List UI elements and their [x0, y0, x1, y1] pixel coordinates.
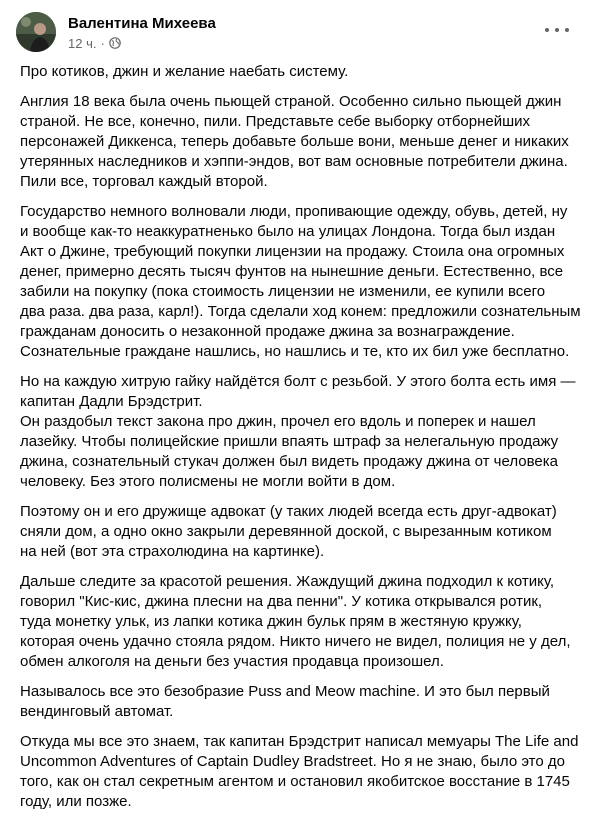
text-line: джина, сознательный стукач должен был видеть продажу джина от человека	[20, 453, 558, 470]
text-line: Uncommon Adventures of Captain Dudley Bradstreet. Но я не знаю, было это до	[20, 753, 565, 770]
text-line: персонажей Диккенса, теперь добавьте больше вони, меньше денег и никаких	[20, 133, 569, 150]
post-paragraph	[20, 502, 580, 562]
text-line: обмен алкоголя на деньги без участия продавца произошел.	[20, 653, 444, 670]
text-line: капитан Дадли Брэдстрит.	[20, 393, 203, 410]
text-line: страной. Не все, конечно, пили. Представьте себе выборку отборнейших	[20, 113, 531, 130]
text-line: Откуда мы все это знаем, так капитан Брэдстрит написал мемуары The Life and	[20, 733, 579, 750]
post-paragraph	[20, 682, 580, 722]
text-line: Но на каждую хитрую гайку найдётся болт с резьбой. У этого болта есть имя —	[20, 373, 576, 390]
more-options-icon[interactable]	[545, 20, 569, 40]
text-line: Государство немного волновали люди, пропивающие одежду, обувь, детей, ну	[20, 203, 568, 220]
post-paragraph	[20, 202, 580, 362]
text-line: того, как он стал секретным агентом и остановил якобитское восстание в 1745	[20, 773, 570, 790]
text-line: лазейку. Чтобы полицейские пришли впаять штраф за нелегальную продажу	[20, 433, 559, 450]
post-timestamp[interactable]: 12 ч.	[68, 35, 97, 51]
text-line: Дальше следите за красотой решения. Жаждущий джина подходил к котику,	[20, 573, 555, 590]
text-line: Акт о Джине, требующий покупки лицензии на продажу. Стоила она огромных	[20, 243, 565, 260]
globe-icon	[109, 37, 121, 49]
text-line: забили на покупку (пока стоимость лицензии не изменили, ее купили всего	[20, 283, 546, 300]
text-line: которая очень удачно стояла рядом. Никто ничего не видел, полиция не у дел,	[20, 633, 571, 650]
post-paragraph	[20, 732, 580, 812]
text-line: говорил "Кис-кис, джина плесни на два пенни". У котика открывался ротик,	[20, 593, 543, 610]
text-line: денег, примерно десять тысяч фунтов на нынешние деньги. Естественно, все	[20, 263, 564, 280]
post-meta	[68, 35, 121, 51]
avatar[interactable]	[16, 12, 56, 52]
text-line: гражданам доносить о незаконной продаже джина за вознаграждение.	[20, 323, 515, 340]
post-paragraph	[20, 572, 580, 672]
text-line: сняли дом, а одно окно закрыли деревянной доской, с вырезанным котиком	[20, 523, 552, 540]
post-paragraph	[20, 372, 580, 492]
text-line: утерянных наследников и хэппи-эндов, вот вам основные потребители джина.	[20, 153, 568, 170]
text-line: Англия 18 века была очень пьющей страной. Особенно сильно пьющей джин	[20, 93, 562, 110]
text-line: году, или позже.	[20, 793, 132, 810]
text-line: Сознательные граждане нашлись, но нашлись и те, кто их бил уже бесплатно.	[20, 343, 570, 360]
post-paragraph	[20, 62, 580, 82]
post-text	[20, 62, 580, 822]
text-line: Называлось все это безобразие Puss and Meow machine. И это был первый	[20, 683, 550, 700]
text-line: на ней (вот эта страхолюдина на картинке).	[20, 543, 325, 560]
text-line: Пили все, торговал каждый второй.	[20, 173, 268, 190]
author-name[interactable]: Валентина Михеева	[68, 15, 216, 32]
text-line: два раза. два раза, карл!). Тогда сделали ход конем: предложили сознательным	[20, 303, 581, 320]
post-header	[16, 12, 575, 54]
text-line: вендинговый автомат.	[20, 703, 174, 720]
text-line: Он раздобыл текст закона про джин, прочел его вдоль и поперек и нашел	[20, 413, 536, 430]
text-line: Про котиков, джин и желание наебать систему.	[20, 63, 349, 80]
text-line: и вообще как-то неаккуратненько было на улицах Лондона. Тогда был издан	[20, 223, 556, 240]
text-line: Поэтому он и его дружище адвокат (у таких людей всегда есть друг-адвокат)	[20, 503, 557, 520]
post-paragraph	[20, 92, 580, 192]
text-line: туда монетку ульк, из лапки котика джин бульк прям в жестяную кружку,	[20, 613, 522, 630]
text-line: человеку. Без этого полисмены не могли войти в дом.	[20, 473, 396, 490]
meta-separator: ·	[100, 35, 105, 51]
